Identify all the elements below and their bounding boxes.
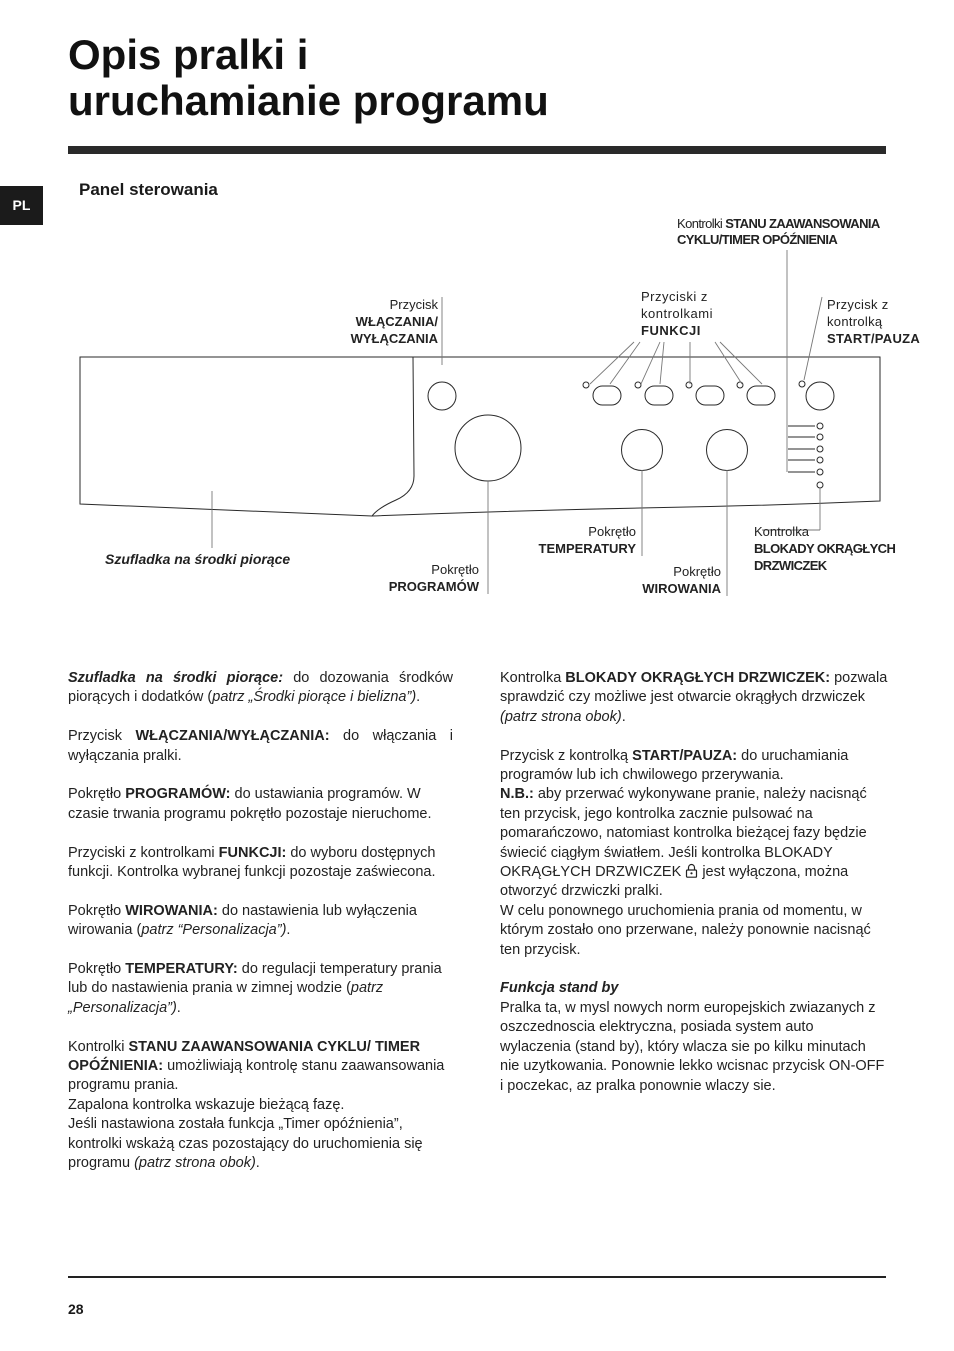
- drawer-separator: [372, 357, 414, 516]
- label-functions-line2: kontrolkami: [641, 306, 713, 321]
- page-title-line1: Opis pralki i: [68, 31, 309, 78]
- function-led-4: [737, 382, 743, 388]
- desc-power-pre: Przycisk: [68, 728, 136, 745]
- label-spin-knob: [610, 563, 721, 597]
- label-program-line1: Pokrętło: [431, 562, 479, 577]
- spin-knob-shape: [707, 430, 748, 471]
- leader-functions-1: [590, 342, 634, 384]
- label-start-line1: Przycisk z: [827, 297, 889, 312]
- desc-status-text: umożliwiają kontrolę stanu zaawansowania programu prania.: [68, 1058, 445, 1094]
- desc-door-lock: [500, 669, 888, 727]
- desc-drawer-ref: patrz „Środki piorące i bielizna”): [212, 689, 417, 706]
- label-function-buttons: [641, 288, 713, 339]
- desc-power-text: do włączania i wyłączania pralki.: [68, 728, 454, 764]
- label-power-bold2: WYŁĄCZANIA: [350, 331, 438, 346]
- desc-start-pause: [500, 747, 888, 960]
- page-title-line2: uruchamianie programu: [68, 77, 549, 124]
- desc-spin-term: WIROWANIA:: [125, 902, 218, 919]
- desc-programs: [68, 785, 453, 824]
- desc-drawer-text: do dozowania środków piorących i dodatków (: [68, 670, 453, 706]
- desc-nb-term: N.B.:: [500, 786, 534, 803]
- label-detergent-drawer: Szufladka na środki piorące: [105, 551, 291, 567]
- desc-standby-text: Pralka ta, w mysl nowych norm europejskich zwiazanych z oszczednoscia elektryczna, posiada system auto wylaczenia (stand by), który wlacza sie po kilku minutach nie uzytkowania. Ponownie lekko wcisnac przycisk ON-OFF i poczekac, az pralka ponownie wlaczy sie.: [500, 999, 885, 1094]
- desc-drawer: [68, 669, 453, 708]
- desc-functions: [68, 844, 453, 883]
- desc-status-line2: Zapalona kontrolka wskazuje bieżącą fazę.: [68, 1096, 345, 1113]
- desc-temperature-pre: Pokrętło: [68, 961, 126, 978]
- desc-functions-pre: Przyciski z kontrolkami: [68, 844, 219, 861]
- desc-drawer-term: Szufladka na środki piorące:: [68, 670, 284, 686]
- label-door-lock: [754, 523, 895, 574]
- power-button-shape: [428, 382, 456, 410]
- status-led-5: [817, 469, 823, 475]
- label-functions-bold: FUNKCJI: [641, 323, 701, 338]
- leader-functions-6: [715, 342, 742, 384]
- desc-standby-heading: Funkcja stand by: [500, 980, 619, 997]
- label-spin-line1: Pokrętło: [673, 564, 721, 579]
- desc-functions-text: do wyboru dostępnych funkcji. Kontrolka wybranej funkcji pozostaje zaświecona.: [68, 844, 436, 881]
- label-temperature-bold: TEMPERATURY: [538, 541, 636, 556]
- desc-door-ref: (patrz strona obok): [500, 708, 622, 725]
- function-button-4-shape: [747, 386, 775, 405]
- desc-status: [68, 1038, 453, 1174]
- desc-start-pre: Przycisk z kontrolką: [500, 747, 633, 764]
- desc-power: [68, 727, 453, 766]
- desc-temperature-text: do regulacji temperatury prania lub do nastawienia prania w zimnej wodzie (: [68, 961, 442, 997]
- page-number: 28: [68, 1301, 84, 1317]
- label-status-bold2: CYKLU/TIMER OPÓŹNIENIA: [677, 232, 838, 247]
- desc-status-pre: Kontrolki: [68, 1038, 129, 1055]
- desc-programs-text: do ustawiania programów. W czasie trwania programu pokrętło pozostaje nieruchome.: [68, 786, 432, 822]
- desc-status-end: .: [255, 1155, 260, 1172]
- leader-functions-7: [720, 342, 762, 384]
- status-led-2: [817, 434, 823, 440]
- leader-functions-3: [641, 342, 660, 384]
- desc-start-text: do uruchamiania programów lub ich chwilowego przerywania.: [500, 747, 849, 784]
- label-status-bold1: STANU ZAAWANSOWANIA: [725, 216, 880, 231]
- label-power-bold1: WŁĄCZANIA/: [355, 314, 438, 329]
- desc-spin-pre: Pokrętło: [68, 902, 126, 919]
- desc-temperature-end: .: [176, 999, 181, 1016]
- desc-status-term: STANU ZAAWANSOWANIA CYKLU/ TIMER OPÓŹNIENIA:: [68, 1038, 421, 1075]
- desc-spin-text: do nastawienia lub wyłączenia wirowania (: [68, 902, 417, 939]
- label-start-pause: [827, 296, 920, 347]
- start-pause-led: [799, 381, 805, 387]
- desc-status-line3: Jeśli nastawiona została funkcja „Timer opóźnienia”, kontrolki wskażą czas pozostający do uruchomienia się programu: [68, 1116, 423, 1172]
- start-pause-button-shape: [806, 382, 834, 410]
- padlock-icon: [685, 863, 698, 878]
- desc-status-ref: (patrz strona obok): [134, 1155, 256, 1172]
- desc-resume: W celu ponownego uruchomienia prania od momentu, w którym zostało ono przerwane, należy ponownie nacisnąć ten przycisk.: [500, 902, 871, 958]
- desc-temperature-term: TEMPERATURY:: [125, 961, 238, 978]
- program-knob-shape: [455, 415, 521, 481]
- label-status-leds: [677, 216, 880, 248]
- label-spin-bold: WIROWANIA: [642, 581, 721, 596]
- function-button-2-shape: [645, 386, 673, 405]
- label-program-bold: PROGRAMÓW: [388, 579, 479, 594]
- function-led-2: [635, 382, 641, 388]
- status-led-3: [817, 446, 823, 452]
- desc-power-term: WŁĄCZANIA/WYŁĄCZANIA:: [135, 728, 330, 745]
- function-led-1: [583, 382, 589, 388]
- label-status-prefix: Kontrolki: [677, 216, 726, 231]
- label-start-bold: START/PAUZA: [827, 331, 921, 346]
- desc-drawer-end: .: [416, 689, 421, 706]
- label-power-line1: Przycisk: [389, 297, 438, 312]
- desc-programs-pre: Pokrętło: [68, 786, 126, 803]
- language-tab: PL: [0, 186, 43, 225]
- status-led-4: [817, 457, 823, 463]
- desc-door-term: BLOKADY OKRĄGŁYCH DRZWICZEK:: [565, 670, 831, 686]
- label-temperature-line1: Pokrętło: [588, 524, 636, 539]
- left-column: [68, 669, 453, 1193]
- desc-programs-term: PROGRAMÓW:: [125, 786, 231, 803]
- desc-door-pre: Kontrolka: [500, 670, 566, 686]
- desc-functions-term: FUNKCJI:: [218, 844, 287, 861]
- function-led-3: [686, 382, 692, 388]
- desc-door-text: pozwala sprawdzić czy możliwe jest otwarcie okrągłych drzwiczek: [500, 670, 888, 706]
- desc-spin: [68, 902, 453, 941]
- label-temperature-knob: [500, 523, 636, 557]
- right-column: [500, 669, 888, 1115]
- label-door-bold2: DRZWICZEK: [754, 558, 827, 573]
- label-functions-line1: Przyciski z: [641, 289, 708, 304]
- function-button-3-shape: [696, 386, 724, 405]
- desc-start-term: START/PAUZA:: [632, 747, 738, 764]
- label-door-bold1: BLOKADY OKRĄGŁYCH: [754, 541, 896, 556]
- desc-temperature: [68, 960, 453, 1018]
- door-lock-led: [817, 482, 823, 488]
- label-start-line2: kontrolką: [827, 314, 883, 329]
- panel-outline: [80, 357, 880, 516]
- label-door-line1: Kontrolka: [754, 524, 809, 539]
- status-led-1: [817, 423, 823, 429]
- desc-nb-text: aby przerwać wykonywane pranie, należy nacisnąć ten przycisk, jego kontrolka zacznie pulsować na pomarańczowo, natomiast kontrolka bieżącej fazy będzie świecić ciągłym światłem. Jeśli kontrolka BLOKADY OKRĄGŁYCH DRZWICZEK: [500, 786, 867, 881]
- leader-functions-2: [610, 342, 640, 384]
- footer-divider: [68, 1276, 886, 1278]
- desc-nb-text2: jest wyłączona, można otworzyć drzwiczki pralki.: [500, 864, 849, 900]
- desc-spin-ref: patrz “Personalizacja”): [141, 922, 287, 939]
- function-button-1-shape: [593, 386, 621, 405]
- label-power-button: [300, 296, 438, 347]
- leader-start: [804, 297, 822, 380]
- desc-spin-end: .: [286, 922, 291, 939]
- leader-functions-4: [660, 342, 664, 384]
- desc-door-end: .: [621, 708, 626, 725]
- label-program-knob: [360, 561, 479, 595]
- temperature-knob-shape: [622, 430, 663, 471]
- desc-standby: [500, 979, 888, 1095]
- section-title: Panel sterowania: [79, 180, 218, 199]
- desc-temperature-ref: patrz „Personalizacja”): [68, 980, 384, 1016]
